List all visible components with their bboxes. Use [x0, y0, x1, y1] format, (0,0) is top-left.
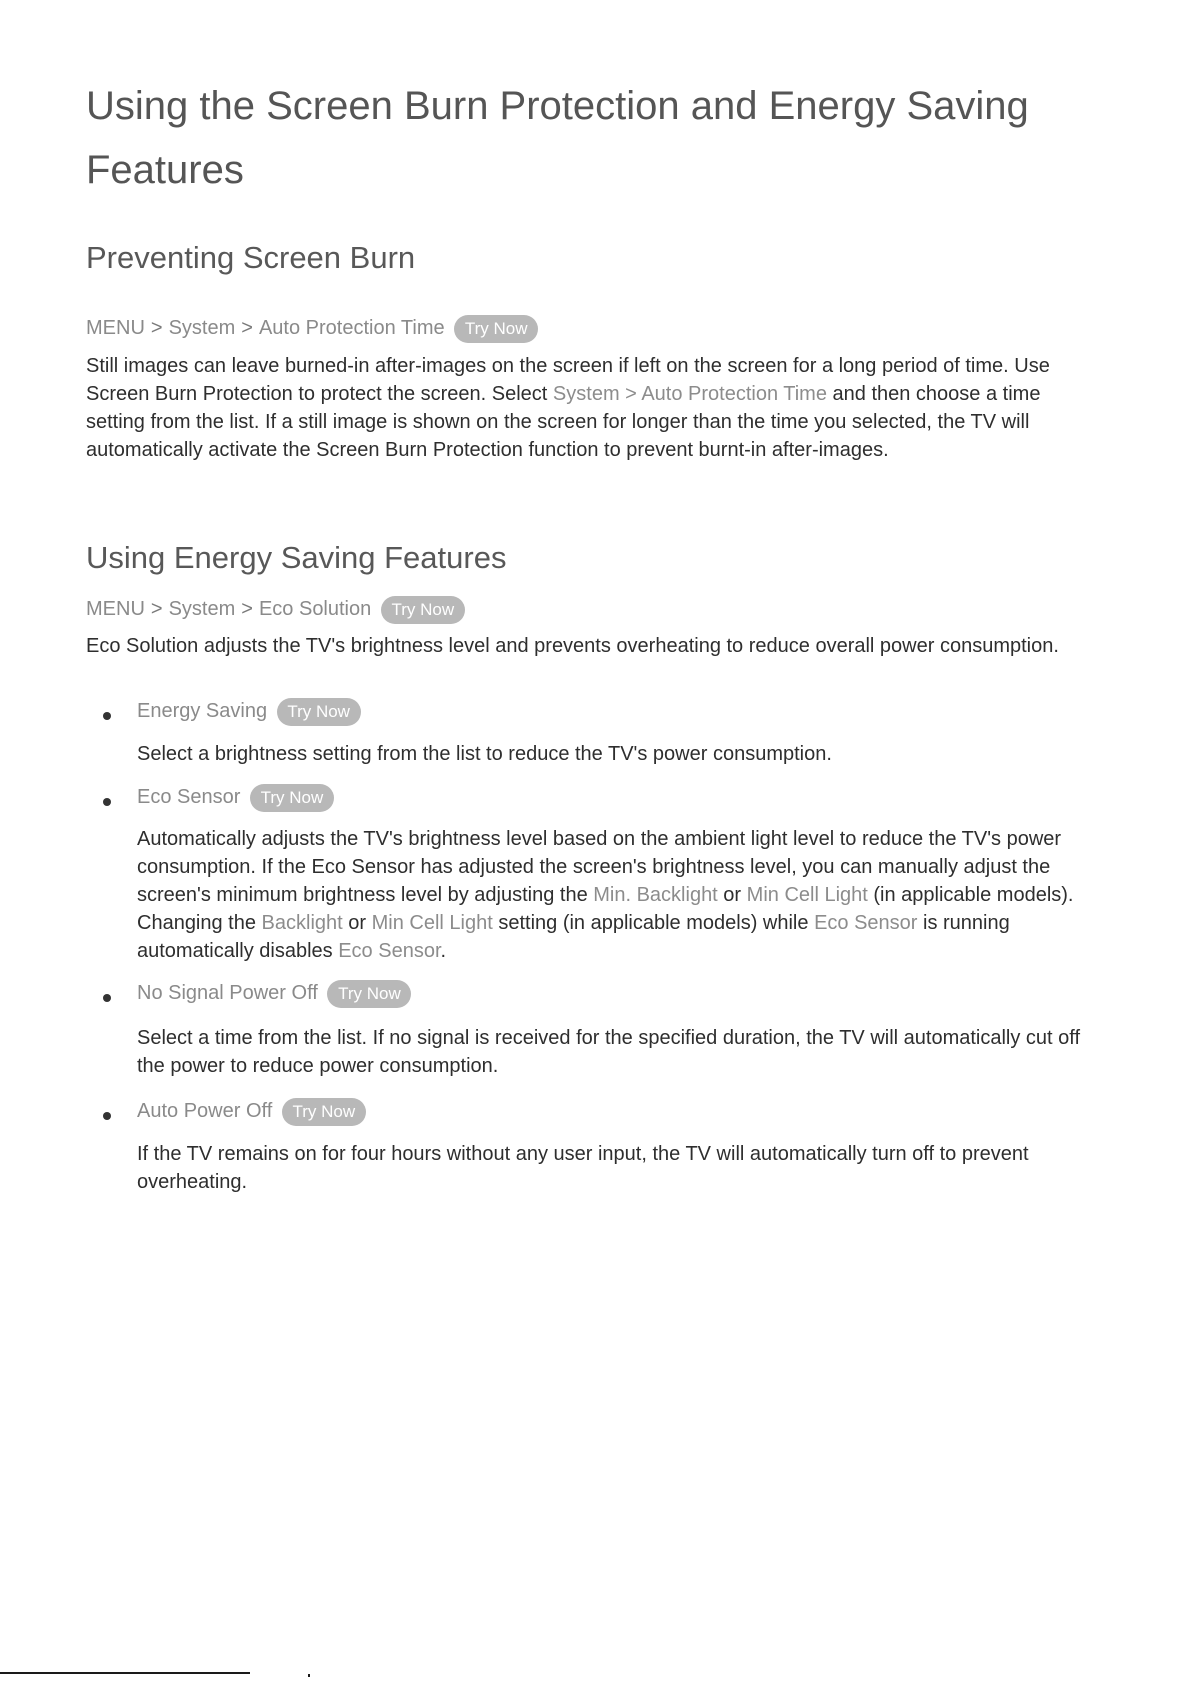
try-now-button[interactable]: Try Now	[250, 784, 334, 812]
bullet-icon	[103, 712, 111, 720]
paragraph-text: Still images can leave burned-in after-images on the screen if left on the screen for a long period of time. Use Screen Burn Protection to protect the screen. Select	[86, 355, 1050, 405]
breadcrumb-menu: MENU	[86, 598, 145, 620]
item-description: If the TV remains on for four hours without any user input, the TV will automatically turn off to prevent overheating.	[137, 1143, 1029, 1193]
eco-solution-paragraph: Eco Solution adjusts the TV's brightness level and prevents overheating to reduce overall power consumption.	[86, 635, 1059, 657]
paragraph-text: and then choose a time setting from the list. If a still image is shown on the screen for longer than the time you selected, the TV will automatically activate the Screen Burn Protection function to prevent burnt-in after-images.	[86, 383, 1041, 461]
breadcrumb-separator: >	[150, 317, 163, 339]
breadcrumb-system: System	[168, 317, 236, 339]
item-description: Select a brightness setting from the list to reduce the TV's power consumption.	[137, 743, 832, 765]
breadcrumb-separator: >	[241, 598, 253, 620]
highlight-system: System	[552, 383, 620, 405]
section-heading-energy-saving: Using Energy Saving Features	[86, 540, 507, 575]
section-heading-preventing-screen-burn: Preventing Screen Burn	[86, 240, 416, 275]
highlight-min-cell-light: Min Cell Light	[371, 912, 493, 934]
try-now-button[interactable]: Try Now	[381, 596, 465, 624]
footer-mark	[308, 1674, 310, 1677]
try-now-button[interactable]: Try Now	[454, 315, 538, 343]
bullet-icon	[103, 798, 111, 806]
highlight-separator: >	[619, 383, 642, 405]
screen-burn-paragraph	[86, 352, 1096, 464]
breadcrumb-system: System	[168, 598, 236, 620]
breadcrumb-auto-protection-time	[86, 314, 538, 343]
try-now-button[interactable]: Try Now	[282, 1098, 366, 1126]
highlight-min-backlight: Min. Backlight	[593, 884, 718, 906]
item-title: Eco Sensor	[137, 786, 241, 808]
breadcrumb-eco-solution: Eco Solution	[258, 598, 372, 620]
item-title: No Signal Power Off	[137, 982, 318, 1004]
try-now-button[interactable]: Try Now	[277, 698, 361, 726]
item-energy-saving	[137, 697, 361, 726]
description-text: .	[440, 940, 447, 962]
page-title: Using the Screen Burn Protection and Energy Saving Features	[86, 84, 1029, 192]
highlight-backlight: Backlight	[261, 912, 343, 934]
breadcrumb-menu: MENU	[86, 317, 145, 339]
try-now-button[interactable]: Try Now	[327, 980, 411, 1008]
bullet-icon	[103, 994, 111, 1002]
highlight-min-cell-light: Min Cell Light	[746, 884, 868, 906]
item-description: Select a time from the list. If no signal is received for the specified duration, the TV will automatically cut off the power to reduce power consumption.	[137, 1027, 1081, 1077]
breadcrumb-separator: >	[150, 598, 163, 620]
breadcrumb-auto-protection-time: Auto Protection Time	[258, 317, 445, 339]
description-text: or	[342, 912, 372, 934]
breadcrumb-eco-solution	[86, 595, 465, 624]
item-no-signal-power-off	[137, 979, 411, 1008]
description-text: or	[717, 884, 747, 906]
item-auto-power-off	[137, 1097, 366, 1126]
highlight-auto-protection-time: Auto Protection Time	[641, 383, 827, 405]
description-text: is running automatically disables	[137, 912, 1010, 962]
highlight-eco-sensor: Eco Sensor	[338, 940, 441, 962]
item-title: Auto Power Off	[137, 1100, 273, 1122]
item-description	[137, 825, 1097, 965]
description-text: setting (in applicable models) while	[492, 912, 815, 934]
item-title: Energy Saving	[137, 700, 268, 722]
description-text: (in applicable models). Changing the	[137, 884, 1074, 934]
bullet-icon	[103, 1112, 111, 1120]
footer-divider	[0, 1672, 250, 1674]
breadcrumb-separator: >	[241, 317, 253, 339]
highlight-eco-sensor: Eco Sensor	[814, 912, 918, 934]
description-text: Automatically adjusts the TV's brightness level based on the ambient light level to reduce the TV's power consumption. If the Eco Sensor has adjusted the screen's brightness level, you can manually adjust the screen's minimum brightness level by adjusting the	[137, 828, 1062, 906]
item-eco-sensor	[137, 783, 334, 812]
